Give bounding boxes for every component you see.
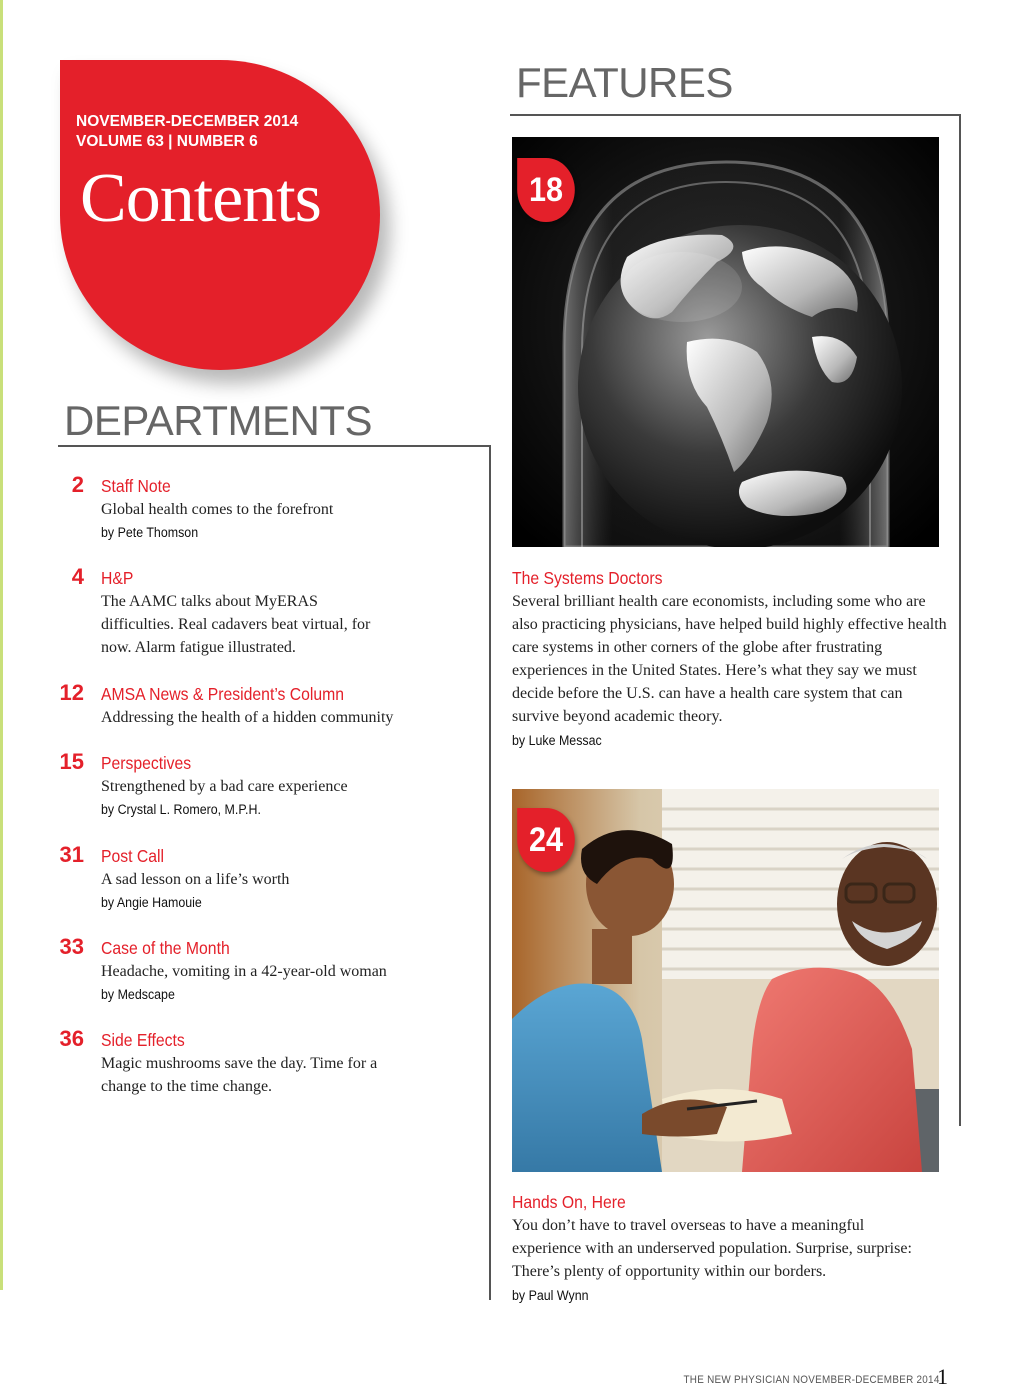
issue-info bbox=[76, 112, 298, 152]
feature-description: Several brilliant health care economists, including some who are also practicing physicians, have helped build highly effective health care systems in other corners of the globe after frustrating experiences in the United States. Here’s what they say we must decide before the U.S. can have a health care system that can survive beyond academic theory. bbox=[512, 593, 947, 725]
features-rule-vertical bbox=[959, 114, 961, 1126]
department-page-number: 33 bbox=[59, 934, 84, 959]
department-title[interactable]: H&P bbox=[101, 568, 134, 588]
department-byline: by Medscape bbox=[101, 987, 175, 1002]
department-description: Addressing the health of a hidden community bbox=[101, 709, 394, 726]
issue-date: NOVEMBER-DECEMBER 2014 bbox=[76, 113, 299, 130]
department-page-number: 4 bbox=[71, 564, 84, 589]
department-description: The AAMC talks about MyERAS difficulties. Real cadavers beat virtual, for now. Alarm fatigue illustrated. bbox=[101, 593, 371, 656]
page-edge-stripe bbox=[0, 0, 3, 1290]
department-description: Headache, vomiting in a 42-year-old woman bbox=[101, 963, 387, 980]
issue-volume: VOLUME 63 | NUMBER 6 bbox=[76, 133, 258, 150]
feature-image-nurse-patient[interactable] bbox=[512, 789, 939, 1172]
department-description: Global health comes to the forefront bbox=[101, 501, 334, 518]
footer-publication: THE NEW PHYSICIAN NOVEMBER-DECEMBER 2014 bbox=[683, 1374, 940, 1386]
department-page-number: 15 bbox=[59, 749, 84, 774]
department-page-number: 36 bbox=[59, 1026, 84, 1051]
features-heading: FEATURES bbox=[516, 59, 733, 106]
department-title[interactable]: Perspectives bbox=[101, 753, 192, 773]
departments-rule-vertical bbox=[489, 445, 491, 1300]
department-title[interactable]: AMSA News & President’s Column bbox=[101, 684, 345, 704]
feature-title[interactable]: The Systems Doctors bbox=[512, 568, 663, 588]
feature-title[interactable]: Hands On, Here bbox=[512, 1192, 626, 1212]
department-byline: by Angie Hamouie bbox=[101, 895, 202, 910]
department-description: A sad lesson on a life’s worth bbox=[101, 871, 290, 888]
department-page-number: 12 bbox=[59, 680, 84, 705]
departments-rule-horizontal bbox=[58, 445, 490, 447]
departments-heading: DEPARTMENTS bbox=[64, 397, 372, 444]
department-description: Magic mushrooms save the day. Time for a change to the time change. bbox=[101, 1055, 378, 1095]
department-title[interactable]: Side Effects bbox=[101, 1030, 185, 1050]
feature-image-globe[interactable] bbox=[512, 137, 939, 547]
department-byline: by Pete Thomson bbox=[101, 525, 199, 540]
nurse-patient-photo bbox=[512, 789, 939, 1172]
feature-page-badge: 18 bbox=[517, 158, 575, 222]
feature-page-badge: 24 bbox=[517, 808, 575, 872]
department-title[interactable]: Staff Note bbox=[101, 476, 171, 496]
department-page-number: 2 bbox=[71, 472, 84, 497]
contents-title: Contents bbox=[80, 160, 321, 237]
feature-description: You don’t have to travel overseas to have a meaningful experience with an underserved population. Surprise, surprise: There’s plenty of opportunity within our borders. bbox=[512, 1217, 912, 1280]
department-title[interactable]: Post Call bbox=[101, 846, 165, 866]
department-title[interactable]: Case of the Month bbox=[101, 938, 230, 958]
footer-page-number: 1 bbox=[937, 1364, 948, 1389]
department-byline: by Crystal L. Romero, M.P.H. bbox=[101, 802, 261, 817]
feature-byline: by Luke Messac bbox=[512, 733, 602, 748]
department-page-number: 31 bbox=[59, 842, 84, 867]
feature-byline: by Paul Wynn bbox=[512, 1288, 589, 1303]
features-rule-horizontal bbox=[510, 114, 960, 116]
glass-globe-illustration bbox=[512, 137, 939, 547]
department-description: Strengthened by a bad care experience bbox=[101, 778, 348, 795]
